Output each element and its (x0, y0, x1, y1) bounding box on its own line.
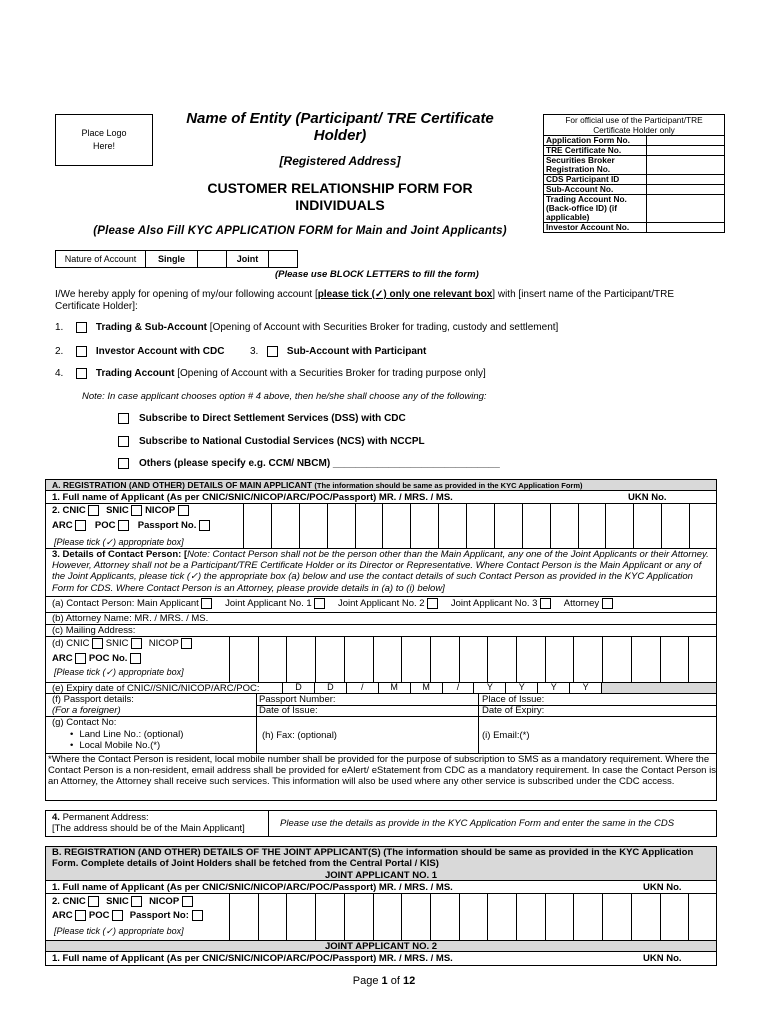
date-cell: / (346, 682, 378, 693)
official-row-label: Securities Broker Registration No. (544, 156, 647, 175)
opt-num: 3. (250, 346, 259, 358)
opt-desc: [Opening of Account with Securities Broker for trading, custody and settlement] (209, 322, 559, 334)
others-checkbox[interactable] (118, 458, 129, 469)
nicop-checkbox[interactable] (178, 505, 189, 516)
expiry-date-cells[interactable] (282, 682, 602, 693)
j1-cnic-checkbox[interactable] (88, 896, 99, 907)
date-cell: Y (505, 682, 537, 693)
others-label: Others (please specify e.g. CCM/ NBCM) ______________________________ (139, 458, 500, 470)
cp-j2-label: Joint Applicant No. 2 (337, 598, 425, 610)
joint-2-header: JOINT APPLICANT NO. 2 (46, 940, 716, 952)
cp-tick-note: [Please tick (✓) appropriate box] (54, 667, 184, 677)
cp-poc-checkbox[interactable] (130, 653, 141, 664)
passport-number-label: Passport Number: (259, 694, 336, 705)
joint1-fullname-label: 1. Full name of Applicant (As per CNIC/SNIC/NICOP/ARC/POC/Passport) MR. / MRS. / MS. (52, 882, 453, 893)
snic-label: SNIC (106, 505, 129, 517)
nature-single-box[interactable] (198, 251, 227, 268)
official-row-field[interactable] (647, 156, 725, 175)
rule (46, 624, 716, 625)
perm-num: 4. (52, 812, 60, 823)
cp-poc-label: POC No. (88, 653, 128, 665)
j1-passport-checkbox[interactable] (192, 910, 203, 921)
section-a-header (46, 480, 716, 491)
main-id-type-2 (52, 520, 210, 532)
official-use-table (543, 114, 725, 233)
cp-j3-checkbox[interactable] (540, 598, 551, 609)
j1-poc-label: POC (88, 910, 110, 922)
rule (268, 810, 269, 837)
cp-id-type-2 (52, 653, 141, 664)
contact-person-options (52, 598, 613, 609)
official-row-field[interactable] (647, 175, 725, 185)
official-row-field[interactable] (647, 185, 725, 195)
option-4-note: Note: In case applicant chooses option # 4 above, then he/she shall choose any of the following: (82, 391, 487, 402)
attorney-name-label: (b) Attorney Name: MR. / MRS. / MS. (52, 613, 209, 624)
cnic-checkbox[interactable] (88, 505, 99, 516)
rule (256, 717, 257, 753)
nicop-label: NICOP (145, 505, 176, 517)
page-number (0, 975, 768, 987)
passport-checkbox[interactable] (199, 520, 210, 531)
date-cell: Y (537, 682, 569, 693)
snic-checkbox[interactable] (131, 505, 142, 516)
page-total: 12 (402, 975, 416, 987)
opt-label: Trading & Sub-Account (95, 322, 208, 334)
official-row-field[interactable] (647, 195, 725, 223)
ncs-label: Subscribe to National Custodial Services (NCS) with NCCPL (139, 436, 425, 448)
opt-num: 1. (55, 322, 64, 334)
j1-cnic-label: 2. CNIC (52, 896, 86, 908)
poc-checkbox[interactable] (118, 520, 129, 531)
contact-title: 3. Details of Contact Person: [ (52, 549, 188, 560)
j1-arc-label: ARC (52, 910, 73, 922)
rule (478, 717, 479, 753)
j1-nicop-checkbox[interactable] (182, 896, 193, 907)
option-3-checkbox[interactable] (267, 346, 278, 357)
j1-poc-checkbox[interactable] (112, 910, 123, 921)
main-id-type (52, 505, 189, 517)
form-title: CUSTOMER RELATIONSHIP FORM FOR INDIVIDUALS (207, 180, 473, 213)
nature-joint-label: Joint (227, 251, 269, 268)
opt-label: Sub-Account with Participant (286, 346, 427, 358)
opt-label: Trading Account (95, 368, 175, 380)
tick-note: [Please tick (✓) appropriate box] (54, 537, 184, 547)
fax-label: (h) Fax: (optional) (262, 730, 337, 741)
official-row-label: TRE Certificate No. (544, 146, 647, 156)
bullet: • (70, 740, 74, 751)
opt-num: 2. (55, 346, 64, 358)
registered-address: [Registered Address] (279, 154, 401, 168)
block-letters-note: (Please use BLOCK LETTERS to fill the form) (275, 269, 479, 280)
cp-cnic-checkbox[interactable] (92, 638, 103, 649)
j1-nicop-label: NICOP (149, 896, 180, 908)
sub-option-others (118, 458, 500, 470)
passport-label: Passport No. (137, 520, 197, 532)
expiry-label: (e) Expiry date of CNIC//SNIC/NICOP/ARC/POC: (52, 683, 260, 694)
cp-id-type (52, 638, 192, 649)
contact-footnote: *Where the Contact Person is resident, local mobile number shall be provided for the purpose of subscription to SMS as a mandatory requirement. Where the Contact Person is a non-resident, email address shall be provided for eAlert/ eStatement from CDC as a mandatory requirement. In case the Contact Person is an Attorney, the Attorney shall receive such services. This information will also be used where any other service is subscribed under the CDC access. (48, 754, 716, 788)
official-row-field[interactable] (647, 136, 725, 146)
date-cell: M (378, 682, 410, 693)
intro-a: I/We hereby apply for opening of my/our following account [ (55, 289, 318, 300)
passport-poi-label: Place of Issue: (482, 694, 545, 705)
cp-nicop-checkbox[interactable] (181, 638, 192, 649)
intro-text (55, 289, 715, 313)
joint-1-header: JOINT APPLICANT NO. 1 (46, 870, 716, 881)
page-current: 1 (381, 975, 388, 987)
cp-j3-label: Joint Applicant No. 3 (450, 598, 538, 610)
official-row-label: Application Form No. (544, 136, 647, 146)
nature-label: Nature of Account (56, 251, 146, 268)
mobile-label: Local Mobile No.(*) (79, 740, 161, 751)
cp-main-checkbox[interactable] (201, 598, 212, 609)
j1-passport-label: Passport No: (129, 910, 189, 922)
page-prefix: Page (352, 975, 382, 987)
date-cell: Y (569, 682, 602, 693)
perm-instruction: Please use the details as provide in the KYC Application Form and enter the same in the CDS (280, 818, 675, 829)
nature-single-label: Single (146, 251, 198, 268)
passport-details-label (52, 694, 134, 716)
cp-arc-checkbox[interactable] (75, 653, 86, 664)
permanent-address-label (52, 812, 245, 834)
official-row-label: CDS Participant ID (544, 175, 647, 185)
opt-desc: [Opening of Account with a Securities Broker for trading purpose only] (177, 368, 486, 380)
passport-doi-label: Date of Issue: (259, 705, 318, 716)
arc-label: ARC (52, 520, 73, 532)
date-cell: D (282, 682, 314, 693)
poc-label: POC (94, 520, 116, 532)
date-cell: Y (473, 682, 505, 693)
option-4-checkbox[interactable] (76, 368, 87, 379)
cp-j1-checkbox[interactable] (314, 598, 325, 609)
ncs-checkbox[interactable] (118, 436, 129, 447)
cp-j2-checkbox[interactable] (427, 598, 438, 609)
contact-no-block (52, 717, 183, 752)
joint1-ukn-label: UKN No. (643, 882, 682, 893)
sub-option-ncs (118, 436, 425, 448)
cp-snic-label: SNIC (105, 638, 129, 650)
shaded-cell (602, 683, 716, 693)
perm-label: Permanent Address: (62, 812, 149, 823)
date-cell: D (314, 682, 346, 693)
contact-note: Note: Contact Person shall not be the person other than the Main Applicant, any one of the Joint Applicants or their Attorney. However, Attorney shall not be a Participant/TRE Certificate Holder or its Director or Representative. Where Contact Person is the Main Applicant or any of the Joint Applicants, please tick (✓) the appropriate box (a) below and use the contact details of such Contact Person as provided in the KYC Application Form for CDS. Where Contact Person is an Attorney, please provide details in (a) to (i) below] (52, 549, 709, 594)
entity-name: Name of Entity (Participant/ TRE Certificate Holder) (186, 110, 494, 144)
option-2-checkbox[interactable] (76, 346, 87, 357)
section-a-subtitle: (The information should be same as provided in the KYC Application Form) (314, 481, 583, 490)
joint2-fullname-label: 1. Full name of Applicant (As per CNIC/SNIC/NICOP/ARC/POC/Passport) MR. / MRS. / MS. (52, 953, 453, 964)
cp-id-boxes[interactable] (229, 637, 717, 682)
j1-arc-checkbox[interactable] (75, 910, 86, 921)
bullet: • (70, 728, 74, 740)
intro-c: ] with [insert name of the Participant/TRE Certificate Holder]: (55, 289, 675, 312)
nature-joint-box[interactable] (269, 251, 298, 268)
j1-tick-note: [Please tick (✓) appropriate box] (54, 926, 184, 936)
landline-label: Land Line No.: (optional) (79, 728, 184, 740)
opt-num: 4. (55, 368, 64, 380)
joint1-id-type (52, 896, 193, 907)
arc-checkbox[interactable] (75, 520, 86, 531)
logo-placeholder: Place Logo Here! (55, 114, 153, 166)
sub-option-dss (118, 413, 406, 425)
intro-b: please tick (✓) only one relevant box (317, 289, 493, 300)
official-row-field[interactable] (647, 223, 725, 233)
contact-person-intro (52, 549, 714, 594)
foreigner-label: (For a foreigner) (52, 705, 121, 716)
date-cell: / (442, 682, 474, 693)
joint1-id-type-2 (52, 910, 203, 921)
passport-label-line: (f) Passport details: (52, 694, 134, 705)
official-row-label: Trading Account No. (Back-office ID) (if applicable) (544, 195, 647, 223)
cp-snic-checkbox[interactable] (131, 638, 142, 649)
page-of: of (387, 975, 403, 987)
cp-main-label: (a) Contact Person: Main Applicant (52, 598, 199, 610)
official-header: For official use of the Participant/TRE Certificate Holder only (544, 115, 725, 136)
cp-nicop-label: NICOP (148, 638, 179, 650)
kyc-note: (Please Also Fill KYC APPLICATION FORM for Main and Joint Applicants) (93, 225, 507, 237)
cnic-label: 2. CNIC (52, 505, 86, 517)
cp-attorney-label: Attorney (563, 598, 600, 610)
email-label: (i) Email:(*) (482, 730, 530, 741)
section-a-title: A. REGISTRATION (AND OTHER) DETAILS OF MAIN APPLICANT (52, 480, 313, 490)
joint1-id-boxes[interactable] (229, 894, 717, 940)
opt-label: Investor Account with CDC (95, 346, 225, 358)
rule (46, 596, 716, 597)
main-ukn-label: UKN No. (628, 492, 667, 503)
joint2-ukn-label: UKN No. (643, 953, 682, 964)
option-4 (55, 368, 486, 380)
dss-label: Subscribe to Direct Settlement Services (DSS) with CDC (139, 413, 406, 425)
cp-cnic-label: (d) CNIC (52, 638, 90, 650)
option-3 (250, 346, 426, 358)
mailing-address-label: (c) Mailing Address: (52, 625, 136, 636)
date-cell: M (410, 682, 442, 693)
cp-j1-label: Joint Applicant No. 1 (225, 598, 312, 610)
section-b-header: B. REGISTRATION (AND OTHER) DETAILS OF THE JOINT APPLICANT(S) (The information should be same as provided in the KYC Application Form. Complete details of Joint Holders shall be fetched from the Central Portal / KIS) (46, 847, 716, 870)
dss-checkbox[interactable] (118, 413, 129, 424)
cp-attorney-checkbox[interactable] (602, 598, 613, 609)
option-1-checkbox[interactable] (76, 322, 87, 333)
main-fullname-label: 1. Full name of Applicant (As per CNIC/SNIC/NICOP/ARC/POC/Passport) MR. / MRS. / MS. (52, 492, 453, 503)
rule (256, 705, 716, 706)
j1-snic-label: SNIC (106, 896, 129, 908)
option-2 (55, 346, 224, 358)
official-row-field[interactable] (647, 146, 725, 156)
contact-no-label: (g) Contact No: (52, 717, 117, 728)
cp-arc-label: ARC (52, 653, 73, 665)
passport-doe-label: Date of Expiry: (482, 705, 545, 716)
rule (46, 693, 716, 694)
official-row-label: Sub-Account No. (544, 185, 647, 195)
main-id-boxes[interactable] (243, 504, 717, 548)
perm-note: [The address should be of the Main Applicant] (52, 823, 245, 834)
official-row-label: Investor Account No. (544, 223, 647, 233)
j1-snic-checkbox[interactable] (131, 896, 142, 907)
option-1 (55, 322, 558, 334)
nature-of-account (55, 250, 298, 268)
